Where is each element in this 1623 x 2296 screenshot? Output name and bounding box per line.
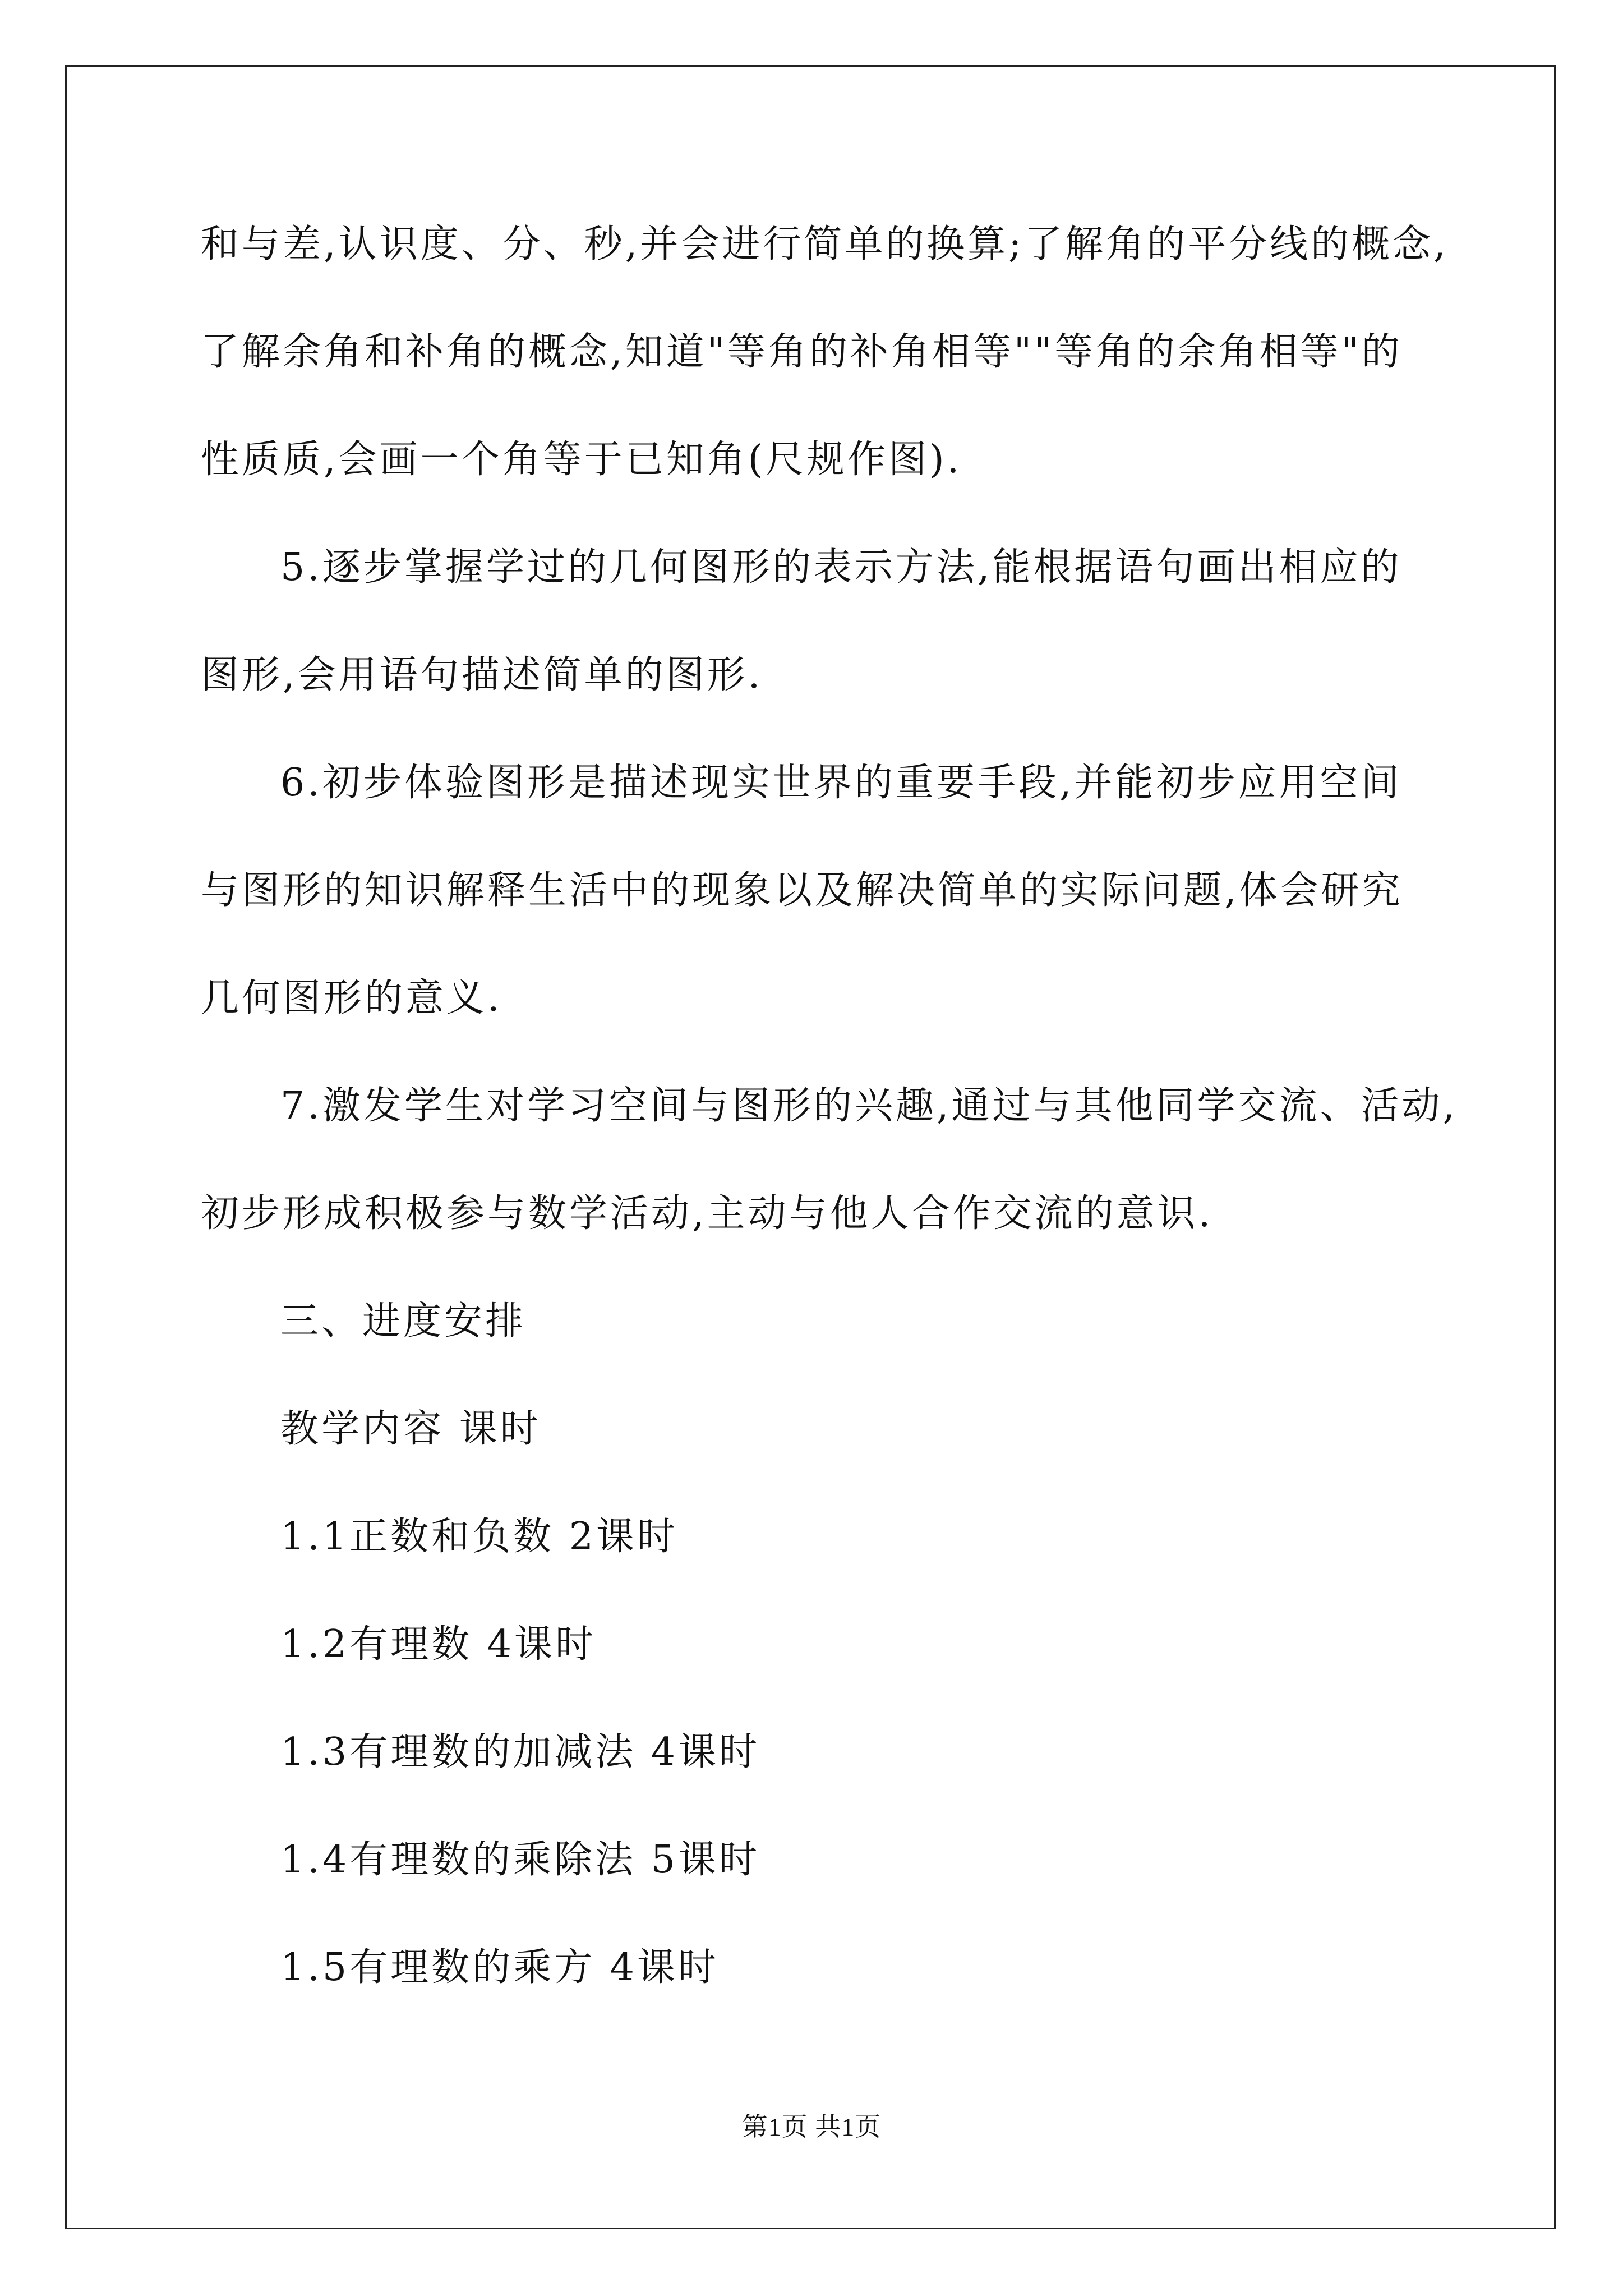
- objective-item-5-line: 5.逐步掌握学过的几何图形的表示方法,能根据语句画出相应的: [280, 545, 1402, 590]
- section-heading: 三、进度安排: [280, 1299, 527, 1343]
- schedule-header: 教学内容 课时: [280, 1407, 541, 1451]
- schedule-row: 1.3有理数的加减法 4课时: [280, 1730, 760, 1774]
- paragraph-line: 性质质,会画一个角等于已知角(尺规作图).: [201, 438, 962, 482]
- objective-item-7-line: 7.激发学生对学习空间与图形的兴趣,通过与其他同学交流、活动,: [280, 1084, 1458, 1128]
- objective-item-6-line: 与图形的知识解释生活中的现象以及解决简单的实际问题,体会研究: [201, 868, 1403, 913]
- objective-item-6-line: 几何图形的意义.: [201, 976, 502, 1020]
- schedule-row: 1.4有理数的乘除法 5课时: [280, 1838, 760, 1882]
- schedule-row: 1.2有理数 4课时: [280, 1622, 597, 1667]
- objective-item-7-line: 初步形成积极参与数学活动,主动与他人合作交流的意识.: [201, 1191, 1214, 1236]
- schedule-row: 1.5有理数的乘方 4课时: [280, 1945, 720, 1990]
- paragraph-line: 和与差,认识度、分、秒,并会进行简单的换算;了解角的平分线的概念,: [201, 222, 1449, 266]
- paragraph-line: 了解余角和补角的概念,知道"等角的补角相等""等角的余角相等"的: [201, 330, 1403, 374]
- schedule-row: 1.1正数和负数 2课时: [280, 1515, 679, 1559]
- page-border: [65, 65, 1556, 2229]
- page-number-footer: 第1页 共1页: [741, 2113, 882, 2141]
- objective-item-6-line: 6.初步体验图形是描述现实世界的重要手段,并能初步应用空间: [280, 761, 1402, 805]
- objective-item-5-line: 图形,会用语句描述简单的图形.: [201, 653, 763, 697]
